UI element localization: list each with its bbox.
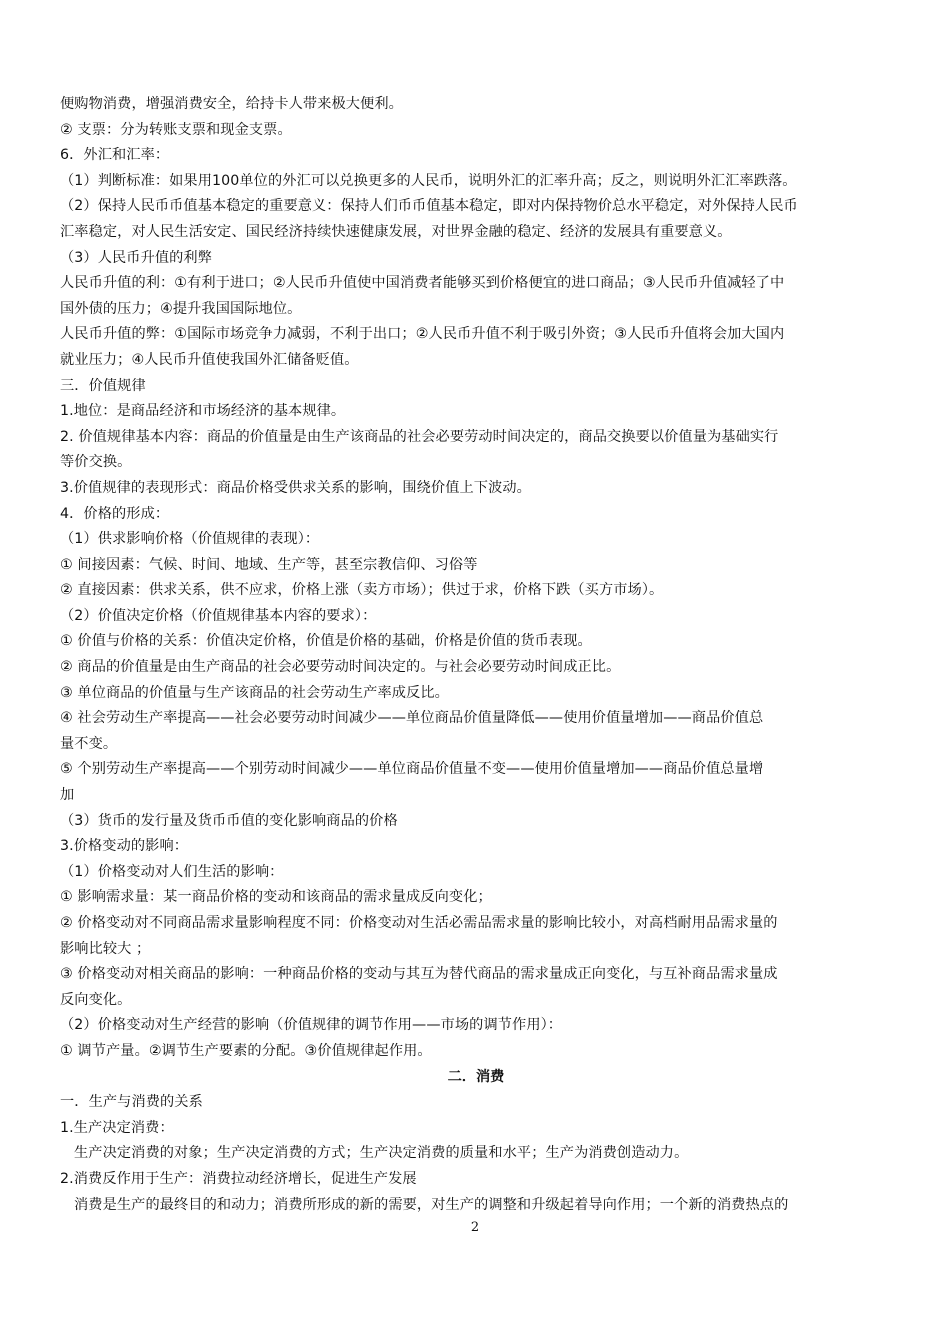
text-line: ① 调节产量。②调节生产要素的分配。③价值规律起作用。 — [60, 1042, 432, 1059]
text-line: 加 — [60, 787, 75, 804]
section-heading: 3.价格变动的影响： — [60, 838, 189, 855]
text-line: ② 直接因素：供求关系，供不应求，价格上涨（卖方市场）；供过于求，价格下跌（买方市场）。 — [60, 582, 664, 599]
text-line: ② 支票：分为转账支票和现金支票。 — [60, 121, 292, 138]
text-line: （1）判断标准：如果用100单位的外汇可以兑换更多的人民币，说明外汇的汇率升高；反之，则说明外汇汇率跌落。 — [60, 172, 797, 189]
text-line: （2）价值决定价格（价值规律基本内容的要求）： — [60, 607, 377, 624]
text-line: 人民币升值的弊：①国际市场竞争力减弱，不利于出口；②人民币升值不利于吸引外资；③人民币升值将会加大国内 — [60, 326, 785, 343]
text-line: ③ 价格变动对相关商品的影响：一种商品价格的变动与其互为替代商品的需求量成正向变化，与互补商品需求量成 — [60, 966, 778, 983]
text-line: （1）价格变动对人们生活的影响： — [60, 863, 284, 880]
text-line: 国外债的压力；④提升我国国际地位。 — [60, 300, 302, 317]
text-line: （3）货币的发行量及货币币值的变化影响商品的价格 — [60, 812, 398, 829]
text-line: 1.地位：是商品经济和市场经济的基本规律。 — [60, 403, 346, 420]
text-line: （2）保持人民币币值基本稳定的重要意义：保持人们币币值基本稳定，即对内保持物价总水平稳定，对外保持人民币 — [60, 198, 798, 215]
text-line: 生产决定消费的对象；生产决定消费的方式；生产决定消费的质量和水平；生产为消费创造动力。 — [74, 1145, 689, 1162]
text-line: ① 间接因素：气候、时间、地域、生产等，甚至宗教信仰、习俗等 — [60, 556, 478, 573]
text-line: ② 价格变动对不同商品需求量影响程度不同：价格变动对生活必需品需求量的影响比较小，对高档耐用品需求量的 — [60, 915, 778, 931]
section-heading: 一．生产与消费的关系 — [60, 1094, 203, 1111]
text-line: 就业压力；④人民币升值使我国外汇储备贬值。 — [60, 351, 359, 368]
text-line: 等价交换。 — [60, 454, 132, 471]
text-line: 消费是生产的最终目的和动力；消费所形成的新的需要，对生产的调整和升级起着导向作用；一个新的消费热点的 — [74, 1196, 789, 1213]
text-line: 3.价值规律的表现形式：商品价格受供求关系的影响，围绕价值上下波动。 — [60, 479, 531, 496]
text-line: 人民币升值的利：①有利于进口；②人民币升值使中国消费者能够买到价格便宜的进口商品；③人民币升值减轻了中 — [60, 275, 785, 292]
text-line: 反向变化。 — [60, 991, 132, 1008]
text-line: ④ 社会劳动生产率提高——社会必要劳动时间减少——单位商品价值量降低——使用价值量增加——商品价值总 — [60, 710, 764, 727]
text-line: 2. 价值规律基本内容：商品的价值量是由生产该商品的社会必要劳动时间决定的，商品交换要以价值量为基础实行 — [60, 428, 779, 445]
text-line: ⑤ 个别劳动生产率提高——个别劳动时间减少——单位商品价值量不变——使用价值量增加——商品价值总量增 — [60, 761, 764, 778]
text-line: ② 商品的价值量是由生产商品的社会必要劳动时间决定的。与社会必要劳动时间成正比。 — [60, 659, 621, 676]
text-line: ① 影响需求量：某一商品价格的变动和该商品的需求量成反向变化； — [60, 889, 492, 906]
section-heading: 6．外汇和汇率： — [60, 147, 170, 164]
text-line: 2.消费反作用于生产：消费拉动经济增长，促进生产发展 — [60, 1170, 417, 1187]
section-heading: 三．价值规律 — [60, 377, 146, 394]
text-line: （3）人民币升值的利弊 — [60, 249, 213, 266]
text-line: （1）供求影响价格（价值规律的表现）： — [60, 531, 320, 548]
text-line: 汇率稳定，对人民生活安定、国民经济持续快速健康发展，对世界金融的稳定、经济的发展具有重要意义。 — [60, 223, 732, 240]
text-line: ① 价值与价格的关系：价值决定价格，价值是价格的基础，价格是价值的货币表现。 — [60, 633, 592, 650]
text-line: （2）价格变动对生产经营的影响（价值规律的调节作用——市场的调节作用）： — [60, 1017, 563, 1034]
text-line: ③ 单位商品的价值量与生产该商品的社会劳动生产率成反比。 — [60, 684, 449, 701]
text-line: 1.生产决定消费： — [60, 1119, 174, 1136]
text-line: 量不变。 — [60, 735, 118, 752]
chapter-heading: 二．消费 — [447, 1068, 505, 1085]
text-line: 影响比较大 ； — [60, 940, 151, 957]
section-heading: 4．价格的形成： — [60, 505, 170, 522]
page-number: 2 — [470, 1220, 480, 1235]
text-line: 便购物消费，增强消费安全，给持卡人带来极大便利。 — [60, 96, 403, 112]
